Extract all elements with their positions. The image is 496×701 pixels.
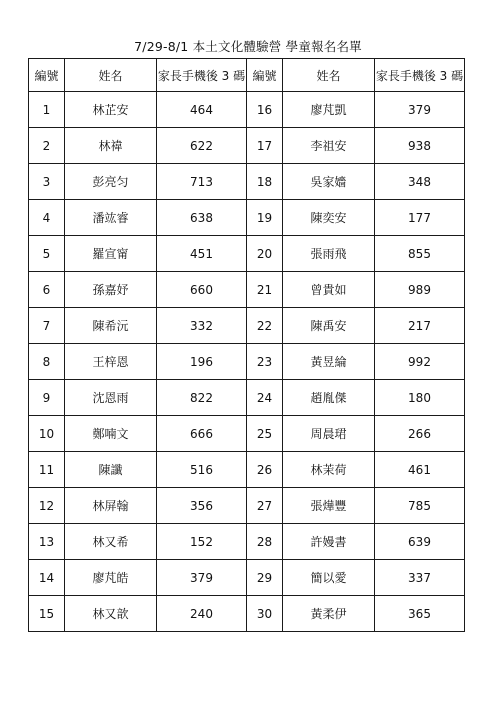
phone-digits-cell: 989 bbox=[375, 272, 465, 308]
student-name-cell: 林禕 bbox=[65, 128, 157, 164]
student-name-cell: 黃昱綸 bbox=[283, 344, 375, 380]
table-row bbox=[29, 596, 465, 632]
header-number: 編號 bbox=[29, 59, 65, 92]
phone-digits-cell: 713 bbox=[157, 164, 247, 200]
table-row bbox=[29, 524, 465, 560]
student-name-cell: 羅宣甯 bbox=[65, 236, 157, 272]
table-body bbox=[29, 92, 465, 632]
student-number-cell: 16 bbox=[247, 92, 283, 128]
phone-digits-cell: 337 bbox=[375, 560, 465, 596]
student-name-cell: 孫嘉妤 bbox=[65, 272, 157, 308]
student-number-cell: 13 bbox=[29, 524, 65, 560]
table-row bbox=[29, 380, 465, 416]
student-number-cell: 2 bbox=[29, 128, 65, 164]
student-name-cell: 彭亮匀 bbox=[65, 164, 157, 200]
student-number-cell: 30 bbox=[247, 596, 283, 632]
student-number-cell: 11 bbox=[29, 452, 65, 488]
phone-digits-cell: 992 bbox=[375, 344, 465, 380]
student-name-cell: 廖芃凱 bbox=[283, 92, 375, 128]
document-title: 7/29-8/1 本土文化體驗營 學童報名名單 bbox=[134, 39, 362, 54]
student-number-cell: 28 bbox=[247, 524, 283, 560]
student-number-cell: 15 bbox=[29, 596, 65, 632]
registration-table bbox=[28, 58, 465, 632]
student-name-cell: 林芷安 bbox=[65, 92, 157, 128]
table-row bbox=[29, 344, 465, 380]
phone-digits-cell: 266 bbox=[375, 416, 465, 452]
student-name-cell: 李祖安 bbox=[283, 128, 375, 164]
student-number-cell: 7 bbox=[29, 308, 65, 344]
table-row bbox=[29, 164, 465, 200]
student-number-cell: 24 bbox=[247, 380, 283, 416]
student-number-cell: 6 bbox=[29, 272, 65, 308]
student-name-cell: 簡以愛 bbox=[283, 560, 375, 596]
student-number-cell: 12 bbox=[29, 488, 65, 524]
student-number-cell: 18 bbox=[247, 164, 283, 200]
student-number-cell: 22 bbox=[247, 308, 283, 344]
student-number-cell: 14 bbox=[29, 560, 65, 596]
phone-digits-cell: 356 bbox=[157, 488, 247, 524]
student-name-cell: 鄭喃文 bbox=[65, 416, 157, 452]
student-name-cell: 周晨珺 bbox=[283, 416, 375, 452]
student-number-cell: 1 bbox=[29, 92, 65, 128]
student-name-cell: 張雨飛 bbox=[283, 236, 375, 272]
student-name-cell: 陳奕安 bbox=[283, 200, 375, 236]
student-number-cell: 27 bbox=[247, 488, 283, 524]
table-row bbox=[29, 200, 465, 236]
student-number-cell: 20 bbox=[247, 236, 283, 272]
table-row bbox=[29, 416, 465, 452]
student-number-cell: 4 bbox=[29, 200, 65, 236]
phone-digits-cell: 855 bbox=[375, 236, 465, 272]
table-row bbox=[29, 272, 465, 308]
student-name-cell: 陳希沅 bbox=[65, 308, 157, 344]
student-name-cell: 廖芃皓 bbox=[65, 560, 157, 596]
student-name-cell: 趙胤傑 bbox=[283, 380, 375, 416]
student-name-cell: 林又歆 bbox=[65, 596, 157, 632]
phone-digits-cell: 379 bbox=[375, 92, 465, 128]
student-number-cell: 26 bbox=[247, 452, 283, 488]
phone-digits-cell: 622 bbox=[157, 128, 247, 164]
student-name-cell: 張燁豐 bbox=[283, 488, 375, 524]
table-row bbox=[29, 92, 465, 128]
student-name-cell: 潘竑睿 bbox=[65, 200, 157, 236]
phone-digits-cell: 348 bbox=[375, 164, 465, 200]
phone-digits-cell: 196 bbox=[157, 344, 247, 380]
header-name: 姓名 bbox=[283, 59, 375, 92]
phone-digits-cell: 461 bbox=[375, 452, 465, 488]
header-name: 姓名 bbox=[65, 59, 157, 92]
student-number-cell: 25 bbox=[247, 416, 283, 452]
header-row bbox=[29, 59, 465, 92]
student-name-cell: 黃柔伊 bbox=[283, 596, 375, 632]
student-name-cell: 林茉荷 bbox=[283, 452, 375, 488]
header-phone: 家長手機後 3 碼 bbox=[375, 59, 465, 92]
student-number-cell: 23 bbox=[247, 344, 283, 380]
phone-digits-cell: 638 bbox=[157, 200, 247, 236]
student-name-cell: 陳讖 bbox=[65, 452, 157, 488]
phone-digits-cell: 177 bbox=[375, 200, 465, 236]
phone-digits-cell: 180 bbox=[375, 380, 465, 416]
header-number: 編號 bbox=[247, 59, 283, 92]
table-row bbox=[29, 308, 465, 344]
phone-digits-cell: 464 bbox=[157, 92, 247, 128]
phone-digits-cell: 152 bbox=[157, 524, 247, 560]
phone-digits-cell: 240 bbox=[157, 596, 247, 632]
phone-digits-cell: 666 bbox=[157, 416, 247, 452]
student-number-cell: 21 bbox=[247, 272, 283, 308]
phone-digits-cell: 379 bbox=[157, 560, 247, 596]
student-name-cell: 陳禹安 bbox=[283, 308, 375, 344]
student-number-cell: 17 bbox=[247, 128, 283, 164]
student-name-cell: 沈恩雨 bbox=[65, 380, 157, 416]
student-name-cell: 林屏翰 bbox=[65, 488, 157, 524]
phone-digits-cell: 938 bbox=[375, 128, 465, 164]
student-name-cell: 許嫚書 bbox=[283, 524, 375, 560]
student-name-cell: 王梓恩 bbox=[65, 344, 157, 380]
table-row bbox=[29, 488, 465, 524]
phone-digits-cell: 365 bbox=[375, 596, 465, 632]
student-number-cell: 9 bbox=[29, 380, 65, 416]
phone-digits-cell: 217 bbox=[375, 308, 465, 344]
phone-digits-cell: 639 bbox=[375, 524, 465, 560]
phone-digits-cell: 822 bbox=[157, 380, 247, 416]
student-number-cell: 3 bbox=[29, 164, 65, 200]
student-name-cell: 吳家嬙 bbox=[283, 164, 375, 200]
student-number-cell: 19 bbox=[247, 200, 283, 236]
phone-digits-cell: 660 bbox=[157, 272, 247, 308]
student-number-cell: 8 bbox=[29, 344, 65, 380]
phone-digits-cell: 516 bbox=[157, 452, 247, 488]
student-number-cell: 10 bbox=[29, 416, 65, 452]
student-name-cell: 林又希 bbox=[65, 524, 157, 560]
student-name-cell: 曾貴如 bbox=[283, 272, 375, 308]
student-number-cell: 29 bbox=[247, 560, 283, 596]
table-row bbox=[29, 560, 465, 596]
phone-digits-cell: 785 bbox=[375, 488, 465, 524]
header-phone: 家長手機後 3 碼 bbox=[157, 59, 247, 92]
table-row bbox=[29, 452, 465, 488]
phone-digits-cell: 332 bbox=[157, 308, 247, 344]
table-row bbox=[29, 236, 465, 272]
table-row bbox=[29, 128, 465, 164]
phone-digits-cell: 451 bbox=[157, 236, 247, 272]
student-number-cell: 5 bbox=[29, 236, 65, 272]
